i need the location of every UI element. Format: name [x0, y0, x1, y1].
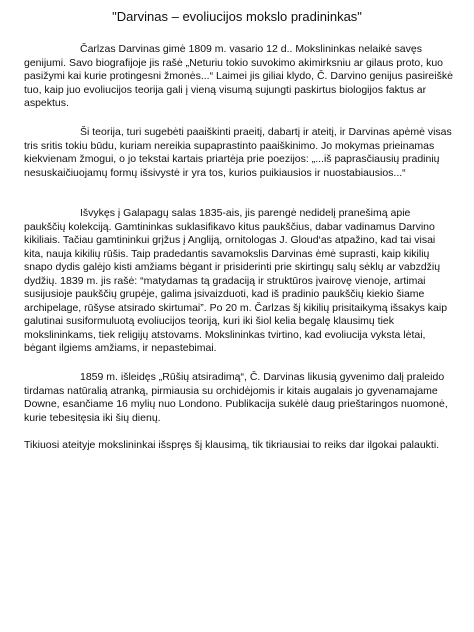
paragraph-1: Čarlzas Darvinas gimė 1809 m. vasario 12 d.. Mokslininkas nelaikė savęs genijumi. Savo biografijoje jis rašė „Neturiu tokio suvokimo akimirksniu ar gilaus proto, kuo pasižymi kai kurie protingesni žmonės...“ Laimei jis giliai klydo, Č. Darvino genijus pasireiškė tuo, kaip juo evoliucijos teorija gali į vieną visumą sujungti paskirtus biologijos faktus ar aspektus. — [24, 43, 453, 109]
paragraph-4: 1859 m. išleidęs „Rūšių atsiradimą“, Č. Darvinas likusią gyvenimo dalį praleido tirdamas natūralią atranką, pirmiausia su orchidėjomis ir kitais augalais jo gyvenamajame Downe, esančiame 16 mylių nuo Londono. Publikacija sukėlė daug prieštaringos nuomonė, kurie tebesitęsia iki šių dienų. — [24, 371, 448, 424]
paragraph-3: Išvykęs į Galapagų salas 1835-ais, jis parengė nedidelį pranešimą apie paukščių kolekciją. Gamtininkas suklasifikavo kitus paukščius, dabar vadinamus Darvino kikiliais. Tačiau gamtininkui grįžus į Angliją, ornitologas J. Gloud‘as atpažino, kad tai visai kita, nauja kikilių rūšis. Taip pradedantis savamokslis Darvinas ėmė suprasti, kaip kikilių snapo dydis galėjo kisti amžiams bėgant ir prisiderinti prie skirtingų salų sėklų ar vabzdžių dydžių. 1839 m. jis rašė: “matydamas tą gradaciją ir struktūros įvairovę vienoje, artimai susijusioje paukščių grupėje, galima įsivaizduoti, kad iš pradinio paukščių kiekio šiame archipelage, rūšyse atsirado skirtumai”. Po 20 m. Čarlzas šį kikilių prisitaikymą išsakys kaip galutinai susiformuluotą evoliucijos teoriją, kuri iki šiol kelia begalę klausimų tiek mokslininkams, tiek religijų atstovams. Mokslininkas tvirtino, kad evoliucija vyksta lėtai, bėgant ilgiems amžiams, ir nepastebimai. — [24, 207, 448, 354]
paragraph-5: Tikiuosi ateityje mokslininkai išspręs šį klausimą, tik tikriausiai to reiks dar ilgokai palaukti. — [24, 439, 440, 451]
document-title: "Darvinas – evoliucijos mokslo pradininkas" — [112, 9, 362, 24]
paragraph-2: Ši teorija, turi sugebėti paaiškinti praeitį, dabartį ir ateitį, ir Darvinas apėmė visas tris sritis tokiu būdu, kuriam nereikia supaprastinto paaiškinimo. Jo mokymas prieinamas kiekvienam žmogui, o jo tekstai kartais priartėja prie poezijos: „...iš paprasčiausių pradinių nesuskaičiuojamų formų išsivystė ir yra tos, kurios puikiausios ir nuostabiausios...“ — [24, 126, 452, 179]
